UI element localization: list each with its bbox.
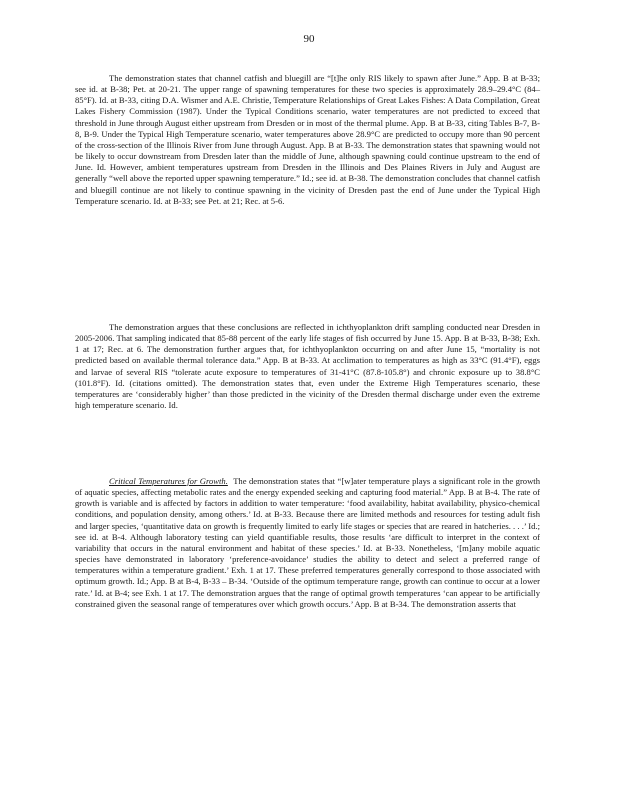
paragraph-growth	[75, 476, 540, 610]
paragraph-text: The demonstration states that channel catfish and bluegill are “[t]he only RIS likely to spawn after June.” App. B at B-33; see id. at B-38; Pet. at 20-21. The upper range of spawning temperatures for these two species is approximately 28.9–29.4°C (84–85°F). Id. at B-33, citing D.A. Wismer and A.E. Christie, Temperature Relationships of Great Lakes Fishes: A Data Compilation, Great Lakes Fishery Commission (1987). Under the Typical Conditions scenario, water temperatures are not predicted to exceed that threshold in June through August either upstream from Dresden or in most of the thermal plume. App. B at B-33, citing Tables B-7, B-8, B-9. Under the Typical High Temperature scenario, water temperatures above 28.9°C are predicted to occupy more than 90 percent of the cross-section of the Illinois River from June through August. App. B at B-33. The demonstration states that spawning would not be likely to occur downstream from Dresden later than the middle of June, although spawning could continue upstream to the end of June. Id. However, ambient temperatures upstream from Dresden in the Illinois and Des Plaines Rivers in July and August are generally “well above the reported upper spawning temperature.” Id.; see id. at B-38. The demonstration concludes that channel catfish and bluegill continue are not likely to continue spawning in the vicinity of Dresden past the end of June under the Typical High Temperature scenario. Id. at B-33; see Pet. at 21; Rec. at 5-6.	[75, 73, 540, 206]
page-number: 90	[303, 33, 315, 45]
section-heading: Critical Temperatures for Growth.	[109, 476, 228, 486]
paragraph-spawning	[75, 73, 540, 207]
paragraph-text: The demonstration states that “[w]ater temperature plays a significant role in the growth of aquatic species, affecting metabolic rates and the energy expended seeking and capturing food material.” App. B at B-4. The rate of growth is variable and is affected by factors in addition to water temperature: ‘food availability, habitat availability, physico-chemical conditions, and population density, among others.’ Id. at B-33. Because there are limited methods and resources for testing adult fish and larger species, ‘quantitative data on growth is frequently limited to early life stages or species that are reared in hatcheries. . . .’ Id.; see id. at B-4. Although laboratory testing can yield quantifiable results, those results ‘are difficult to interpret in the context of variability that occurs in the natural environment and habitat of these species.’ Id. at B-33. Nonetheless, ‘[m]any mobile aquatic species have demonstrated in laboratory ‘preference-avoidance’ studies the ability to detect and select a preferred range of temperatures within a temperature gradient.’ Exh. 1 at 17. These preferred temperatures generally correspond to those associated with optimum growth. Id.; App. B at B-4, B-33 – B-34. ‘Outside of the optimum temperature range, growth can continue to occur at a lower rate.’ Id. at B-4; see Exh. 1 at 17. The demonstration argues that the range of optimal growth temperatures ‘can appear to be artificially constrained given the seasonal range of temperatures over which growth occurs.’ App. B at B-34. The demonstration asserts that	[75, 476, 540, 609]
paragraph-text: The demonstration argues that these conclusions are reflected in ichthyoplankton drift sampling conducted near Dresden in 2005-2006. That sampling indicated that 85-88 percent of the early life stages of fish occurred by June 15. App. B at B-33, B-38; Exh. 1 at 17; Rec. at 6. The demonstration further argues that, for ichthyoplankton occurring on and after June 15, “mortality is not predicted based on available thermal tolerance data.” App. B at B-33. At acclimation to temperatures as high as 33°C (91.4°F), eggs and larvae of several RIS “tolerate acute exposure to temperatures of 31-41°C (87.8-105.8°) and chronic exposure up to 38.8°C (101.8°F). Id. (citations omitted). The demonstration states that, even under the Extreme High Temperatures scenario, these temperatures are ‘considerably higher’ than those predicted in the vicinity of the Dresden thermal discharge under even the extreme high temperature scenario. Id.	[75, 322, 540, 411]
paragraph-ichthyoplankton	[75, 322, 540, 411]
